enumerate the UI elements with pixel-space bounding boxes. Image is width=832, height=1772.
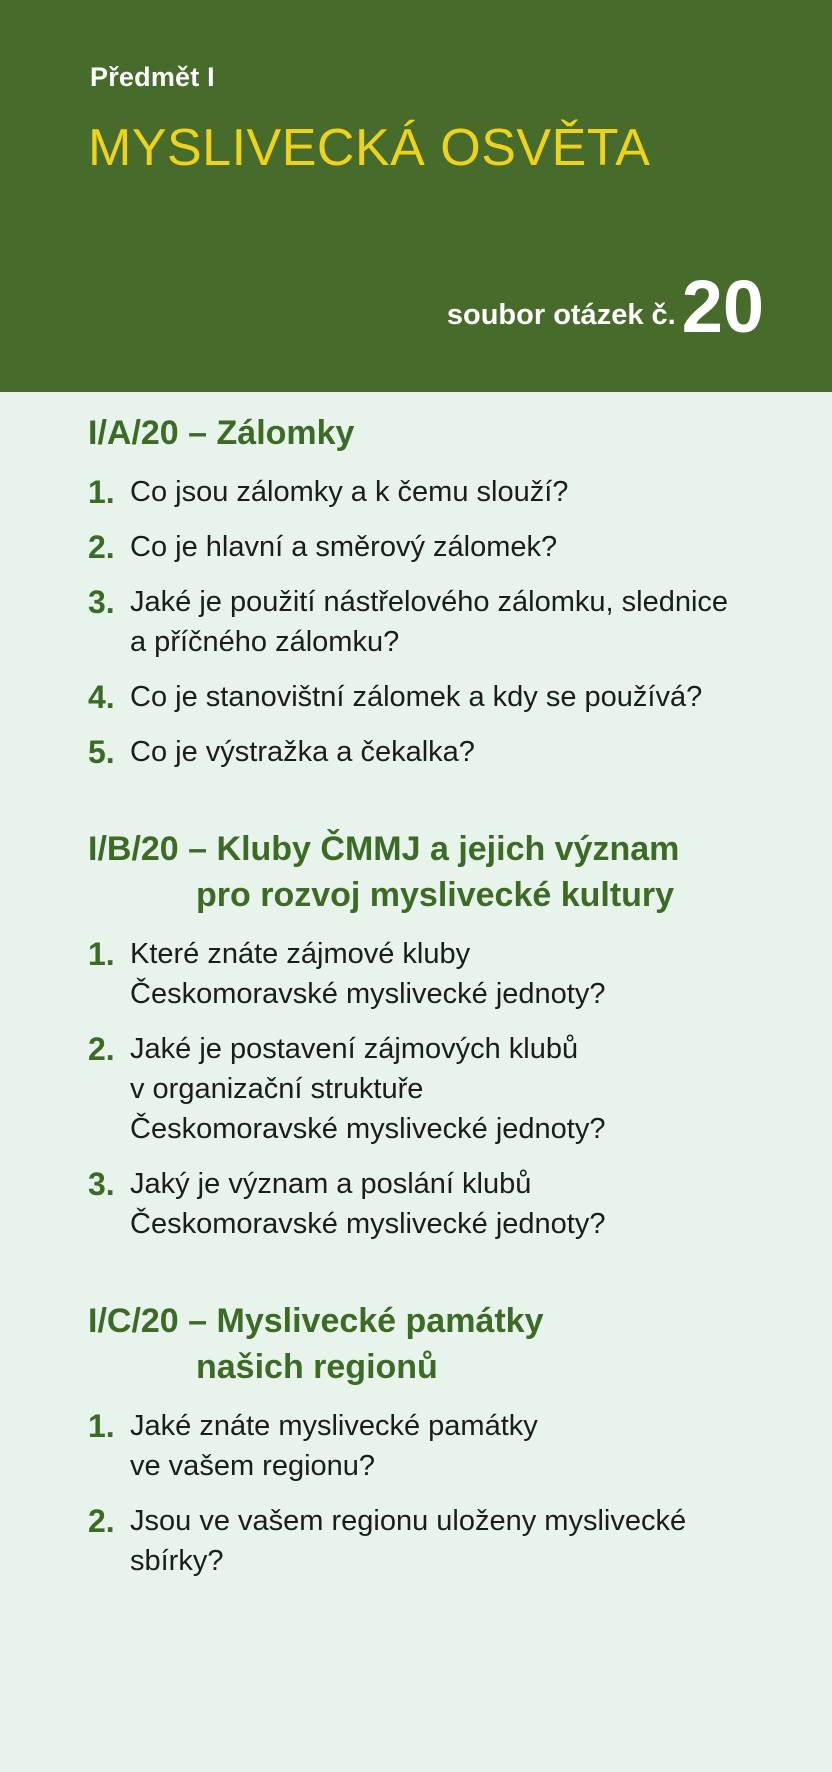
question-item: [88, 1029, 788, 1149]
question-item: [88, 527, 788, 567]
subject-label: Předmět I: [90, 62, 215, 92]
question-number: 2.: [88, 1503, 115, 1539]
section-c: [88, 1298, 788, 1581]
section-title-line2: našich regionů: [196, 1348, 438, 1386]
section-title-line1: I/C/20 – Myslivecké památky: [88, 1302, 544, 1340]
question-text: Jsou ve vašem regionu uloženy myslivecké sbírky?: [130, 1505, 687, 1577]
question-text: Jaké je použití nástřelového zálomku, slednice a příčného zálomku?: [130, 586, 729, 658]
question-number: 2.: [88, 1031, 115, 1067]
question-number: 1.: [88, 936, 115, 972]
question-number: 1.: [88, 1408, 115, 1444]
question-number: 4.: [88, 679, 115, 715]
question-item: [88, 582, 788, 662]
question-item: [88, 472, 788, 512]
section-title-line1: I/A/20 – Zálomky: [88, 414, 355, 452]
question-number: 5.: [88, 734, 115, 770]
set-number: 20: [681, 265, 764, 348]
section-a: [88, 410, 788, 772]
section-title: [88, 1298, 788, 1390]
question-text: Co jsou zálomky a k čemu slouží?: [130, 476, 569, 508]
question-text: Které znáte zájmové kluby Českomoravské myslivecké jednoty?: [130, 938, 606, 1010]
question-item: [88, 1164, 788, 1244]
section-title-line2: pro rozvoj myslivecké kultury: [196, 876, 675, 914]
question-text: Co je hlavní a směrový zálomek?: [130, 531, 558, 563]
page-title: MYSLIVECKÁ OSVĚTA: [88, 119, 651, 177]
question-text: Jaké znáte myslivecké památky ve vašem regionu?: [130, 1410, 538, 1482]
question-text: Co je výstražka a čekalka?: [130, 736, 475, 768]
question-item: [88, 732, 788, 772]
question-number: 2.: [88, 529, 115, 565]
section-b: [88, 826, 788, 1244]
question-text: Jaké je postavení zájmových klubů v organizační struktuře Českomoravské myslivecké jednoty?: [130, 1033, 606, 1145]
question-number: 3.: [88, 584, 115, 620]
question-number: 3.: [88, 1166, 115, 1202]
question-item: [88, 1501, 788, 1581]
question-item: [88, 1406, 788, 1486]
section-title-line1: I/B/20 – Kluby ČMMJ a jejich význam: [88, 830, 680, 868]
content: [88, 410, 788, 1635]
section-title: [88, 410, 788, 456]
question-number: 1.: [88, 474, 115, 510]
question-item: [88, 934, 788, 1014]
set-label: soubor otázek č.: [446, 299, 676, 331]
question-item: [88, 677, 788, 717]
question-text: Jaký je význam a poslání klubů Českomoravské myslivecké jednoty?: [130, 1168, 606, 1240]
question-text: Co je stanovištní zálomek a kdy se používá?: [130, 681, 703, 713]
question-set: [446, 265, 764, 348]
section-title: [88, 826, 788, 918]
header-band: [0, 0, 832, 392]
